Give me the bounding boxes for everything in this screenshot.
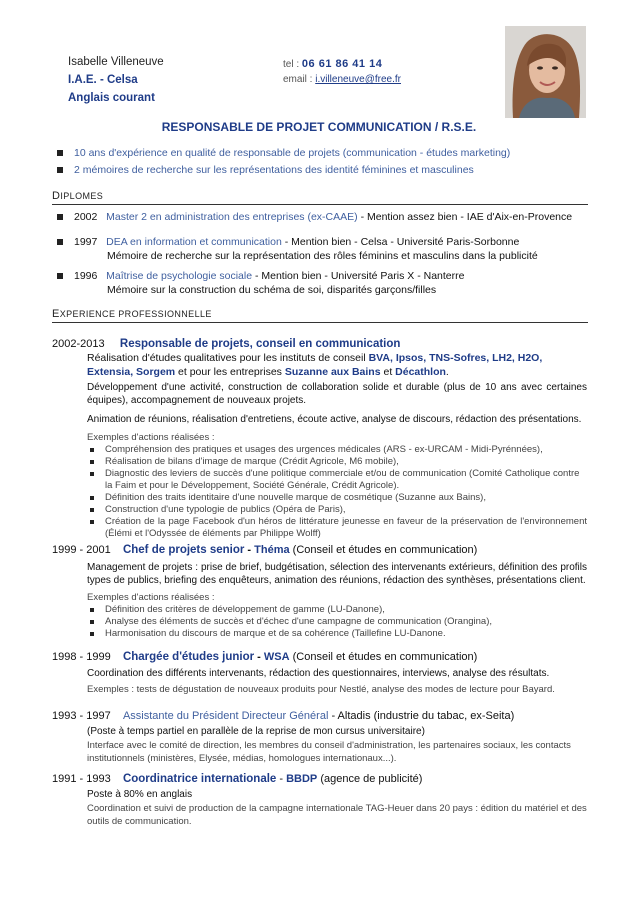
job-description: Animation de réunions, réalisation d'entretiens, écoute active, analyse de discours, rédaction des présentations. xyxy=(87,414,582,425)
section-heading-experience: EXPERIENCE PROFESSIONNELLE xyxy=(52,308,212,320)
diploma-item: 2002 Master 2 en administration des entreprises (ex-CAAE) - Mention assez bien - IAE d'Aix-en-Provence xyxy=(74,211,573,223)
section-heading-diplomes: DIPLOMES xyxy=(52,190,104,202)
bullet-icon xyxy=(90,448,94,452)
bullet-icon xyxy=(90,608,94,612)
example-item: Compréhension des pratiques et usages des urgences médicales (ARS - ex-URCAM - Midi-Pyrénnées), xyxy=(105,444,543,455)
job-note: Poste à 80% en anglais xyxy=(87,789,193,800)
summary-item: 10 ans d'expérience en qualité de responsable de projets (communication - études marketing) xyxy=(74,147,511,159)
section-divider xyxy=(52,322,588,323)
bullet-icon xyxy=(90,620,94,624)
diploma-item: 1996 Maîtrise de psychologie sociale - Mention bien - Université Paris X - Nanterre xyxy=(74,270,465,282)
summary-item: 2 mémoires de recherche sur les représentations des identité féminines et masculines xyxy=(74,164,474,176)
school: I.A.E. - Celsa xyxy=(68,74,138,86)
language: Anglais courant xyxy=(68,92,155,104)
bullet-icon xyxy=(90,632,94,636)
email-link[interactable]: i.villeneuve@free.fr xyxy=(315,74,401,85)
bullet-icon xyxy=(57,214,63,220)
job-description: Management de projets : prise de brief, budgétisation, sélection des intervenants extérieurs, définition des profils types de publics, briefing des enquêteurs, animation des réunions, rédaction des synthèses, présentations client. xyxy=(87,562,587,586)
job-note: (Poste à temps partiel en parallèle de la reprise de mon cursus universitaire) xyxy=(87,726,425,737)
job-header: 1998 - 1999 Chargée d'études junior - WSA (Conseil et études en communication) xyxy=(52,651,478,663)
bullet-icon xyxy=(57,150,63,156)
diploma-thesis: Mémoire de recherche sur la représentation des rôles féminins et masculins dans la publicité xyxy=(107,250,538,262)
phone-number: 06 61 86 41 14 xyxy=(301,58,383,70)
example-item: Création de la page Facebook d'un héros de littérature jeunesse en faveur de la préservation de l'environnement (Élémi et l'Odyssée de éléments par Philippe Wolff) xyxy=(105,516,587,539)
example-item: Construction d'une typologie de publics (Opéra de Paris), xyxy=(105,504,346,515)
job-description: Coordination des différents intervenants, rédaction des questionnaires, interviews, analyse des résultats. xyxy=(87,668,550,679)
job-header: 2002-2013 Responsable de projets, conseil en communication xyxy=(52,338,401,350)
job-examples: Exemples : tests de dégustation de nouveaux produits pour Nestlé, analyse des modes de lecture pour Bayard. xyxy=(87,684,555,695)
job-description: Interface avec le comité de direction, les membres du conseil d'administration, les partenaires sociaux, les contacts institutionnels (ministères, Elysée, médias, homologues internationaux...). xyxy=(87,740,571,764)
job-header: 1993 - 1997 Assistante du Président Directeur Général - Altadis (industrie du tabac, ex-Seita) xyxy=(52,710,515,722)
example-item: Analyse des éléments de succès et d'échec d'une campagne de communication (Orangina), xyxy=(105,616,493,627)
job-description: Coordination et suivi de production de la campagne internationale TAG-Heuer dans 20 pays : édition du matériel et des outils de communication. xyxy=(87,803,587,827)
bullet-icon xyxy=(57,239,63,245)
bullet-icon xyxy=(90,472,94,476)
bullet-icon xyxy=(57,273,63,279)
example-item: Harmonisation du discours de marque et de sa cohérence (Taillefine LU-Danone. xyxy=(105,628,446,639)
page-title: RESPONSABLE DE PROJET COMMUNICATION / R.S.E. xyxy=(161,120,477,134)
examples-label: Exemples d'actions réalisées : xyxy=(87,592,215,603)
profile-photo xyxy=(505,26,586,118)
bullet-icon xyxy=(90,520,94,524)
diploma-item: 1997 DEA en information et communication - Mention bien - Celsa - Université Paris-Sorbonne xyxy=(74,236,520,248)
example-item: Diagnostic des leviers de succès d'une politique commerciale et/ou de communication (Comité Catholique contre la Faim et pour le Développement, Société Générale, Crédit Agricole). xyxy=(105,468,580,491)
bullet-icon xyxy=(57,167,63,173)
examples-label: Exemples d'actions réalisées : xyxy=(87,432,215,443)
bullet-icon xyxy=(90,460,94,464)
job-header: 1991 - 1993 Coordinatrice internationale - BBDP (agence de publicité) xyxy=(52,773,423,785)
diploma-thesis: Mémoire sur la construction du schéma de soi, disparités garçons/filles xyxy=(107,284,437,296)
example-item: Définition des critères de développement de gamme (LU-Danone), xyxy=(105,604,385,615)
job-description: Développement d'une activité, construction de collaboration solide et durable (plus de 10 ans avec certaines équipes), accompagnement de nouveaux projets. xyxy=(87,382,587,406)
phone: tel : 06 61 86 41 14 xyxy=(283,58,383,70)
job-intro: Réalisation d'études qualitatives pour les instituts de conseil BVA, Ipsos, TNS-Sofres, LH2, H2O, Extensia, Sorgem et pour les entreprises Suzanne aux Bains et Décathlon. xyxy=(87,352,543,378)
section-divider xyxy=(52,204,588,205)
candidate-name: Isabelle Villeneuve xyxy=(68,56,164,68)
email: email : i.villeneuve@free.fr xyxy=(283,74,401,85)
job-header: 1999 - 2001 Chef de projets senior - Théma (Conseil et études en communication) xyxy=(52,544,478,556)
example-item: Définition des traits identitaire d'une nouvelle marque de cosmétique (Suzanne aux Bains), xyxy=(105,492,486,503)
bullet-icon xyxy=(90,496,94,500)
bullet-icon xyxy=(90,508,94,512)
example-item: Réalisation de bilans d'image de marque (Crédit Agricole, M6 mobile), xyxy=(105,456,399,467)
